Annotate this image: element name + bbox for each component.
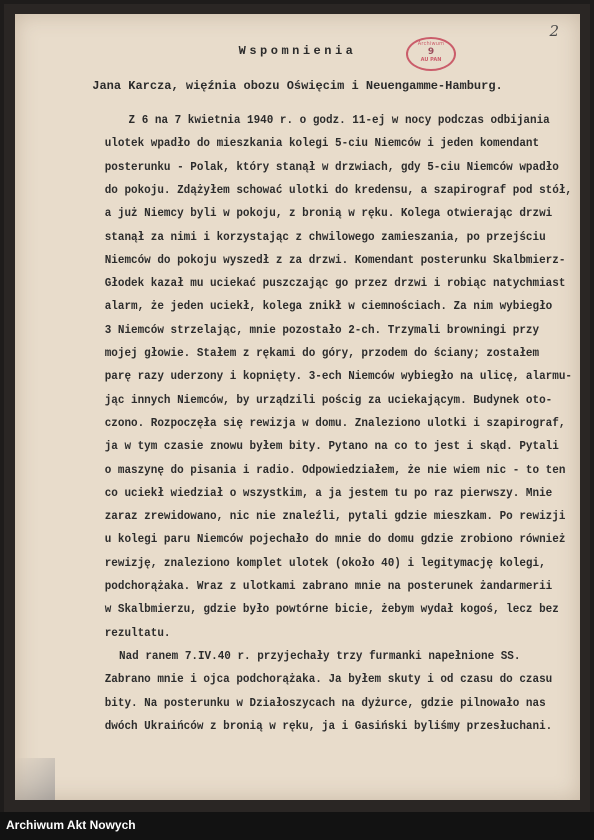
text-line: Głodek kazał mu uciekać puszczając go przez drzwi i robiąc natychmiast — [104, 277, 566, 291]
text-line: co uciekł wiedział o wszystkim, a ja jestem tu po raz pierwszy. Mnie — [104, 486, 553, 500]
text-line: podchorążaka. Wraz z ulotkami zabrano mnie na posterunek żandarmerii — [104, 580, 553, 593]
text-line: Niemców do pokoju wyszedł z za drzwi. Komendant posterunku Skalbmierz- — [104, 253, 566, 267]
stamp-top-text: Archiwum — [417, 41, 445, 47]
text-line: dwóch Ukraińców z bronią w ręku, ja i Gasiński byliśmy przesłuchani. — [104, 719, 553, 733]
text-line: bity. Na posterunku w Działoszycach na dyżurce, gdzie pilnowało nas — [104, 696, 546, 710]
text-line: ja w tym czasie znowu byłem bity. Pytano na co to jest i skąd. Pytali — [104, 440, 559, 454]
text-line: Nad ranem 7.IV.40 r. przyjechały trzy furmanki napełnione SS. — [119, 649, 521, 663]
stamp-number: 9 — [427, 47, 435, 57]
document-title: Wspomnienia — [238, 44, 357, 58]
document-page — [15, 14, 580, 800]
text-line: rezultatu. — [104, 626, 171, 640]
text-line: ulotek wpadło do mieszkania kolegi 5-ciu Niemców i jeden komendant — [104, 137, 540, 151]
page-number: 2 — [549, 22, 559, 40]
text-line: jąc innych Niemców, by urządzili pościg za uciekającym. Budynek oto- — [104, 393, 553, 407]
text-line: czono. Rozpoczęła się rewizja w domu. Znaleziono ulotki i szapirograf, — [104, 416, 566, 430]
text-line: mojej głowie. Stałem z rękami do góry, przodem do ściany; zostałem — [104, 347, 540, 360]
text-line: alarm, że jeden uciekł, kolega znikł w ciemnościach. Za nim wybiegło — [104, 300, 553, 314]
text-line: stanął za nimi i korzystając z chwilowego zamieszania, po przejściu — [104, 230, 546, 244]
text-line: posterunku - Polak, który stanął w drzwiach, gdy 5-ciu Niemców wpadło — [104, 160, 559, 174]
text-line: do pokoju. Zdążyłem schować ulotki do kredensu, a szapirograf pod stół, — [104, 183, 572, 197]
stamp-bottom-text: AU PAN — [420, 57, 442, 63]
text-line: u kolegi paru Niemców pojechało do mnie do domu gdzie zrobiono również — [104, 533, 566, 547]
text-line: w Skalbmierzu, gdzie było powtórne bicie, żebym wydał kogoś, lecz bez — [104, 603, 559, 617]
text-line: a już Niemcy byli w pokoju, z bronią w ręku. Kolega otwierając drzwi — [104, 207, 553, 221]
document-subtitle: Jana Karcza, więźnia obozu Oświęcim i Neuengamme-Hamburg. — [92, 79, 503, 93]
text-line: zaraz zrewidowano, nic nie znaleźli, pytali gdzie mieszkam. Po rewizji — [104, 510, 566, 524]
archive-name: Archiwum Akt Nowych — [6, 818, 136, 832]
text-line: Zabrano mnie i ojca podchorążaka. Ja byłem skuty i od czasu do czasu — [104, 673, 553, 687]
text-line: 3 Niemców strzelając, mnie pozostało 2-ch. Trzymali browningi przy — [104, 323, 540, 337]
text-line: o maszynę do pisania i radio. Odpowiedziałem, że nie wiem nic - to ten — [104, 463, 566, 477]
archive-footer-bar — [0, 812, 594, 840]
text-line: Z 6 na 7 kwietnia 1940 r. o godz. 11-ej w nocy podczas odbijania — [128, 114, 550, 127]
text-line: rewizję, znaleziono komplet ulotek (około 40) i legitymację kolegi, — [104, 556, 546, 570]
text-line: parę razy uderzony i kopnięty. 3-ech Niemców wybiegło na ulicę, alarmu- — [104, 370, 572, 384]
